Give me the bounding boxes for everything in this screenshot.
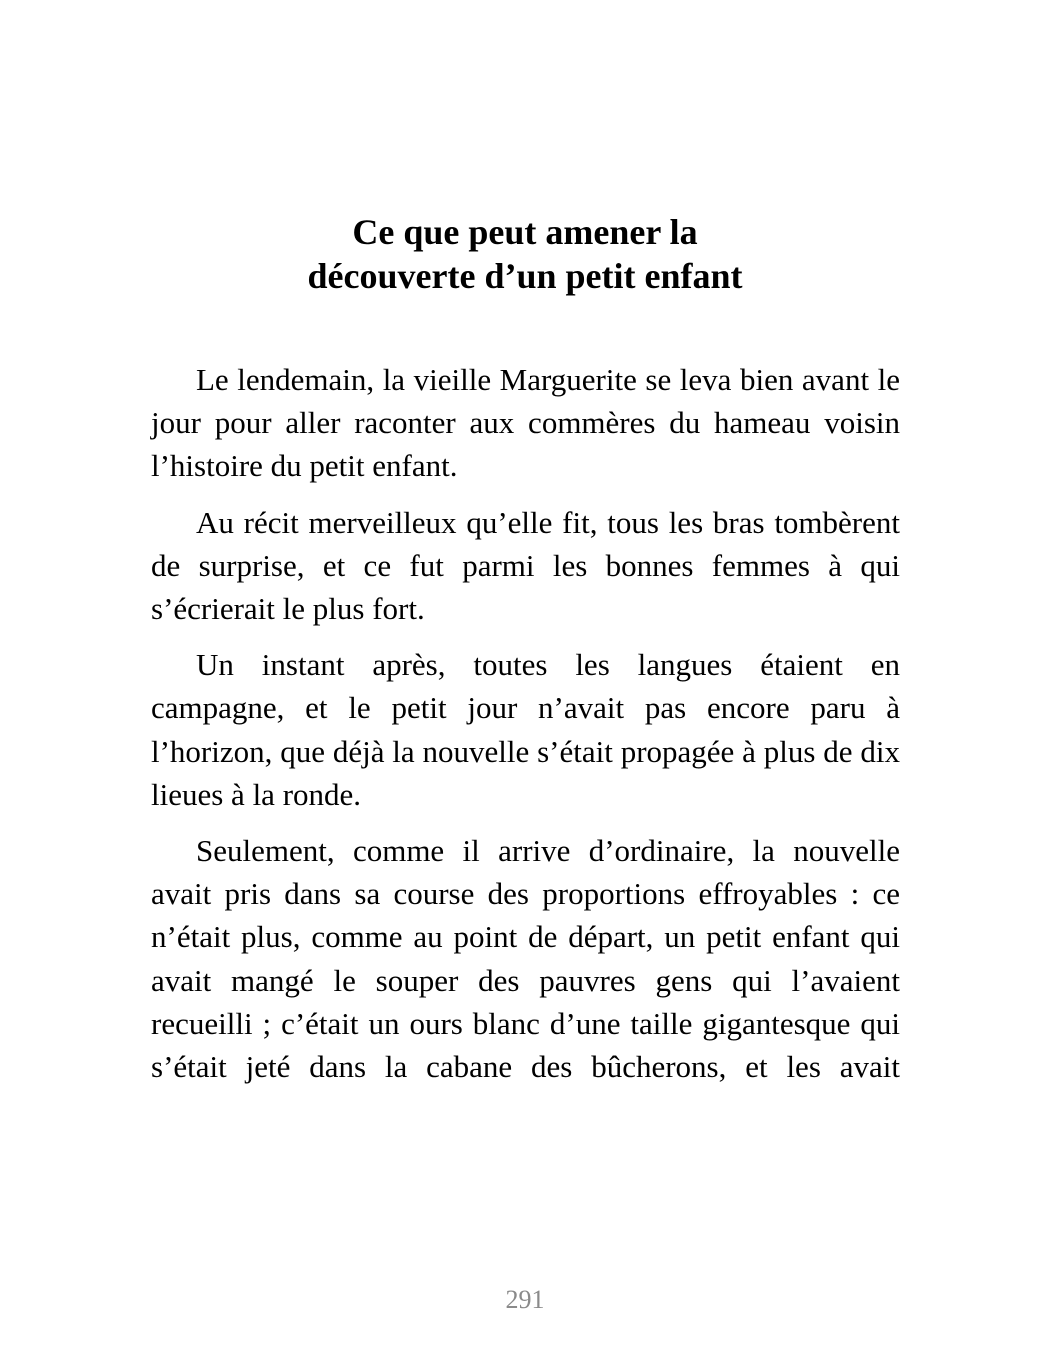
chapter-title-line-2: découverte d’un petit enfant [307, 256, 743, 296]
chapter-title [0, 210, 1050, 298]
paragraph: Un instant après, toutes les langues étaient en campagne, et le petit jour n’avait pas encore paru à l’horizon, que déjà la nouvelle s’était propagée à plus de dix lieues à la ronde. [151, 647, 900, 812]
paragraph: Au récit merveilleux qu’elle fit, tous les bras tombèrent de surprise, et ce fut parmi les bonnes femmes à qui s’écrierait le plus fort. [151, 504, 900, 627]
chapter-title-line-1: Ce que peut amener la [352, 212, 698, 252]
paragraph: Seulement, comme il arrive d’ordinaire, la nouvelle avait pris dans sa course des proportions effroyables : ce n’était plus, comme au point de départ, un petit enfant qui avait mangé le souper des pauvres gens qui l’avaient recueilli ; c’était un ours blanc d’une taille gigantesque qui s’était jeté dans la cabane des bûcherons, et les avait [151, 833, 900, 1085]
paragraph: Le lendemain, la vieille Marguerite se leva bien avant le jour pour aller raconter aux commères du hameau voisin l’histoire du petit enfant. [151, 362, 900, 484]
page-number: 291 [505, 1285, 545, 1314]
chapter-body [151, 358, 900, 1088]
